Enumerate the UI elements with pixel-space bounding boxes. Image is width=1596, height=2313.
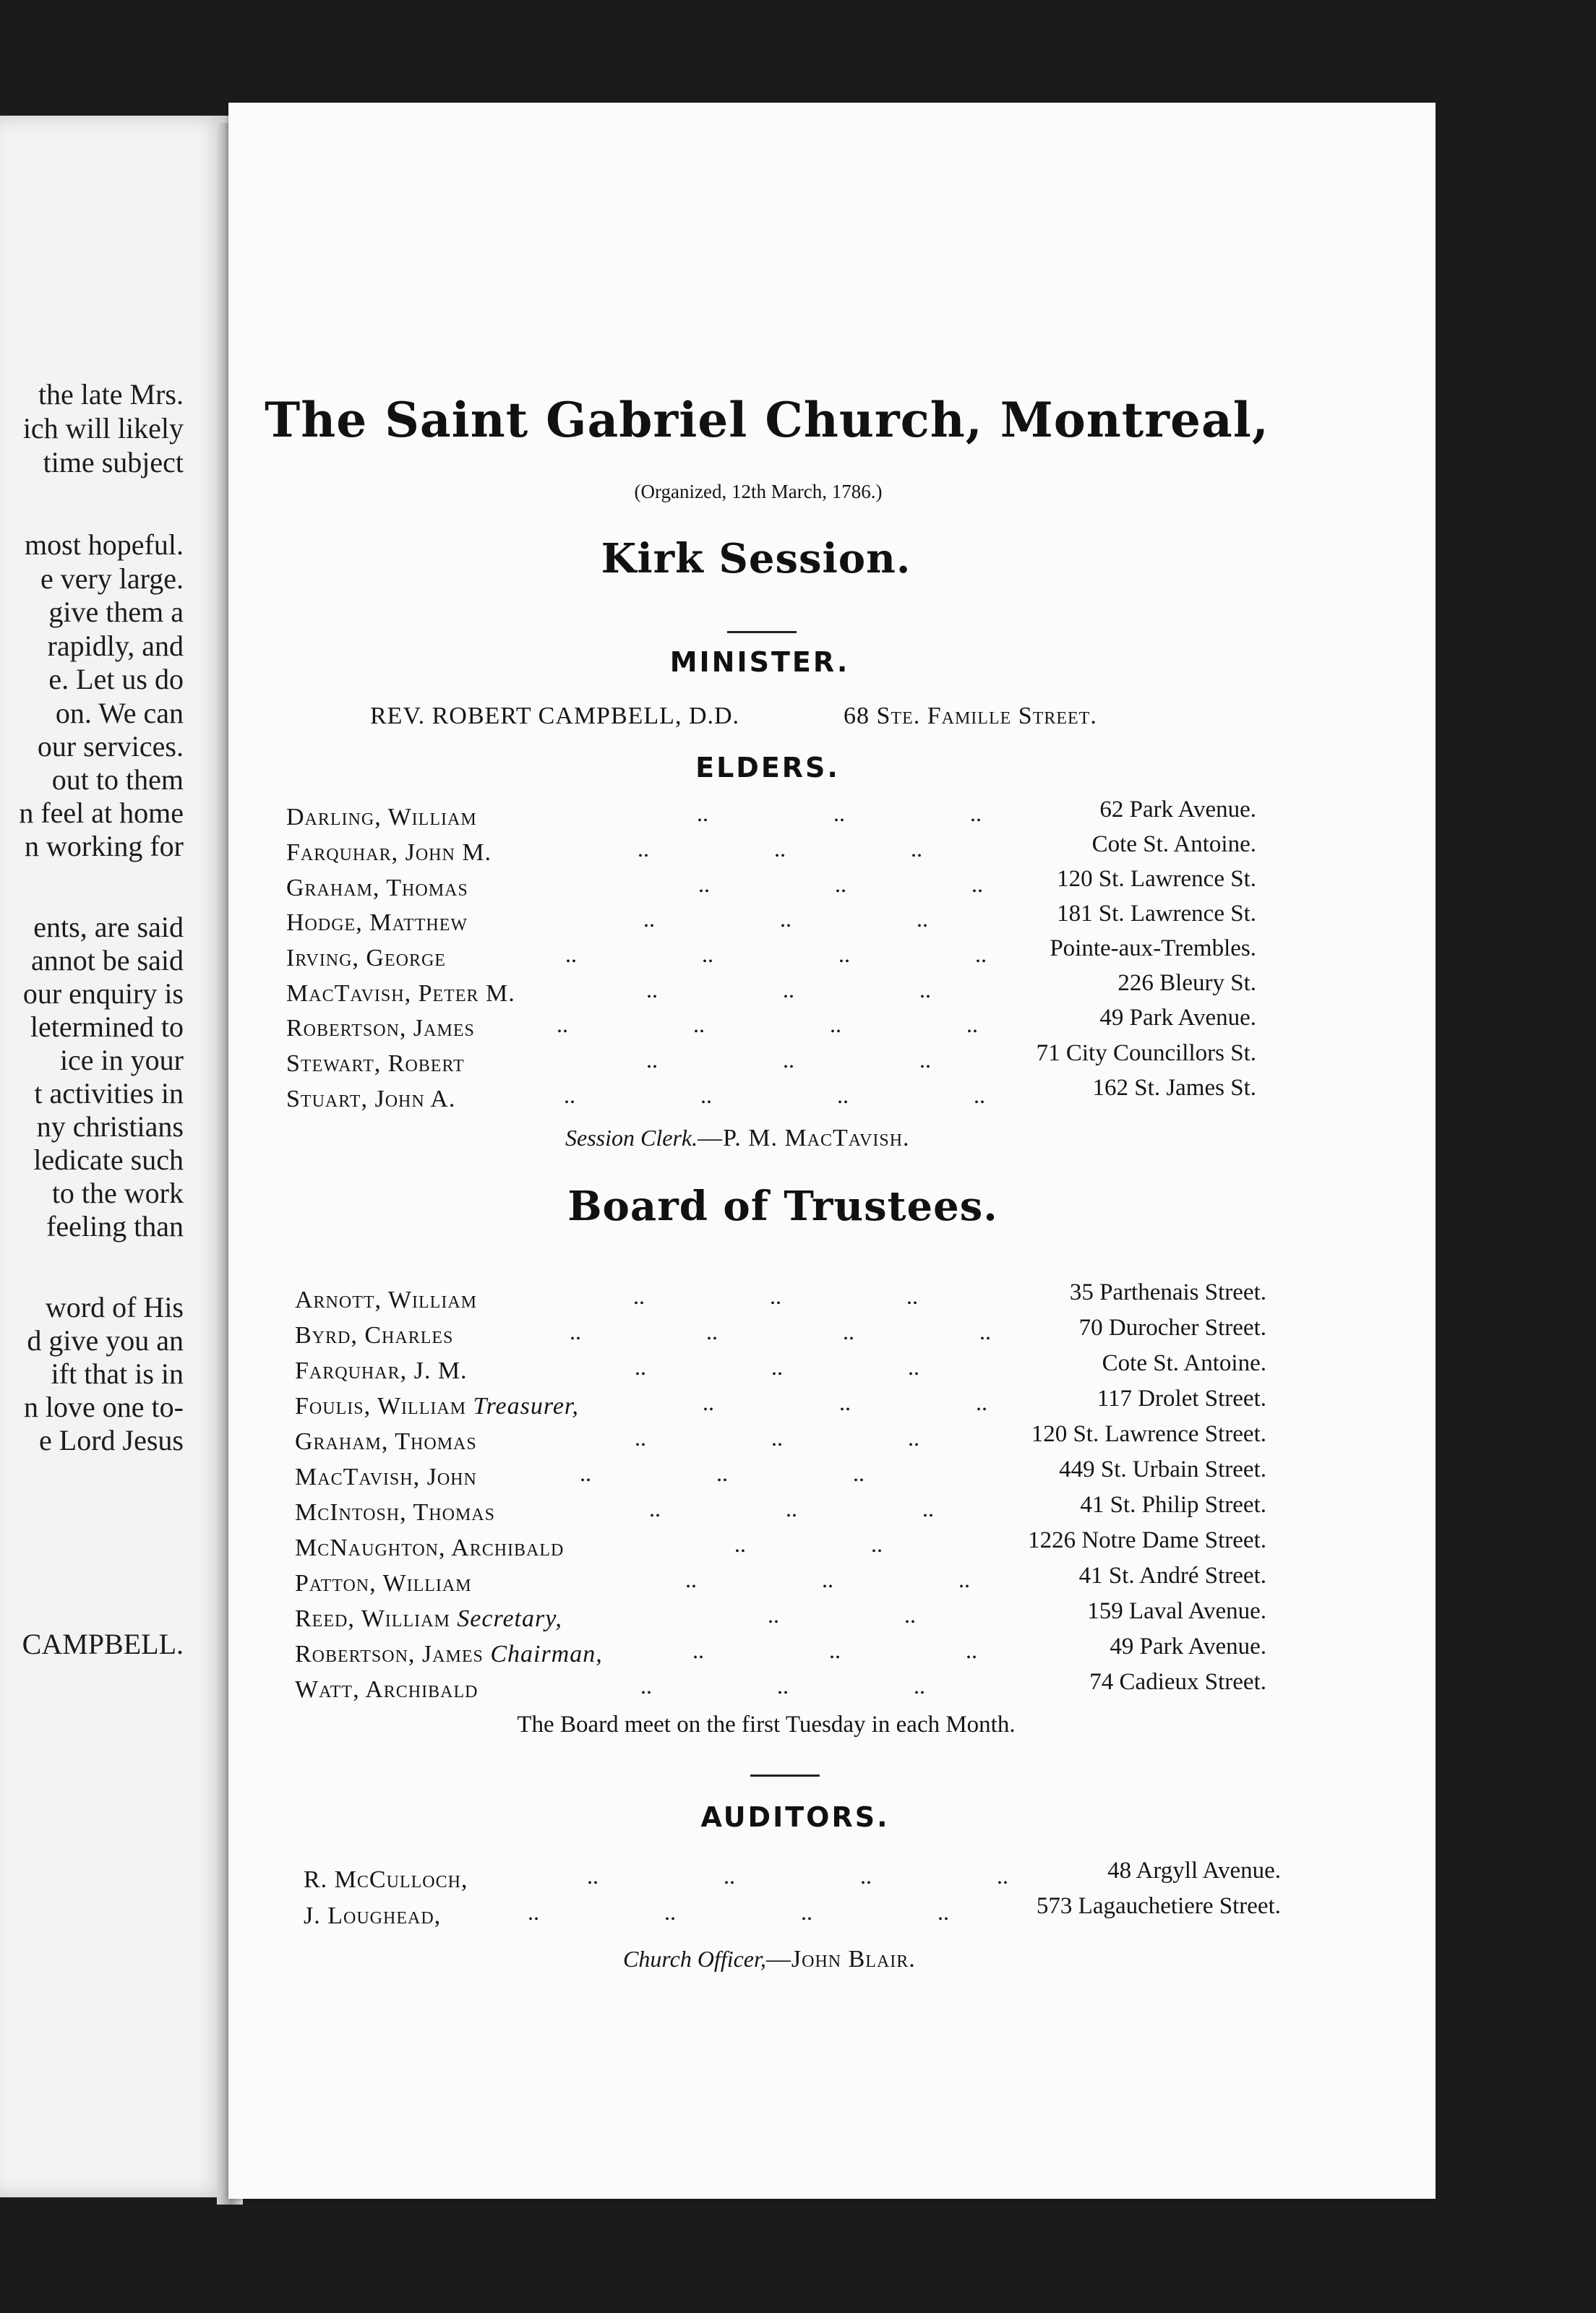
trustee-name: Graham, Thomas xyxy=(295,1428,477,1455)
left-page-line: ledicate such xyxy=(33,1143,184,1176)
elder-address: Cote St. Antoine. xyxy=(1091,831,1256,857)
trustee-name: Patton, William xyxy=(295,1570,472,1597)
trustee-name: MacTavish, John xyxy=(295,1464,477,1490)
left-page-line: n working for xyxy=(25,830,184,862)
elder-name: Stuart, John A. xyxy=(286,1086,456,1112)
minister-heading: MINISTER. xyxy=(669,646,850,678)
left-page-line: give them a xyxy=(48,596,184,628)
session-clerk xyxy=(565,1125,910,1152)
trustee-address: 449 St. Urbain Street. xyxy=(1059,1456,1266,1482)
trustee-address: 49 Park Avenue. xyxy=(1110,1634,1266,1660)
trustee-address: 41 St. André Street. xyxy=(1078,1563,1266,1589)
section-rule xyxy=(727,631,797,633)
church-officer-label: Church Officer, xyxy=(623,1946,766,1972)
trustee-name: Reed, William Secretary, xyxy=(295,1605,562,1632)
left-page-line: the late Mrs. xyxy=(38,378,184,411)
auditors-heading: AUDITORS. xyxy=(700,1801,890,1833)
elder-name: Darling, William xyxy=(286,804,477,831)
trustee-name: Watt, Archibald xyxy=(295,1676,479,1703)
left-page-line: annot be said xyxy=(30,944,184,977)
elder-name: Stewart, Robert xyxy=(286,1050,465,1077)
trustee-address: 117 Drolet Street. xyxy=(1097,1386,1266,1412)
elders-heading: ELDERS. xyxy=(695,752,840,784)
right-page: The Saint Gabriel Church, Montreal, (Organized, 12th March, 1786.) Kirk Session. MINISTER. REV. ROBERT CAMPBELL, D.D. 68 Ste. Famille Street. ELDERS. Darling, William .. .. .. 62 Park Avenue. Farquhar, John M. .. .. .. Cote St. Antoine. Graham, Thomas .. .. .. 120 St. Lawrence St. Hodge, Matthew .. .. .. 181 St. Lawrence St. Irving, George .. .. .. .. Pointe-aux-Trembles. MacTavish, Peter M. .. .. .. 226 Bleury St. Robertson, James .. .. .. .. 49 Park Avenue. Stewart, Robert .. .. .. 71 City Councillors St. Stuart, John A. .. .. .. .. 162 St. James St. Session Clerk.—P. M. MacTavish. Board of Trustees. Arnott, William .. .. .. 35 Parthenais Street. Byrd, Charles .. .. .. .. 70 Durocher Street. Farquhar, J. M. .. .. .. Cote St. Antoine. Foulis, William Treasurer, .. .. .. 117 Drolet Street. Graham, Thomas .. .. .. 120 St. Lawrence Street. MacTavish, John .. .. .. 449 St. Urbain Street. McIntosh, Thomas .. .. .. 41 St. Philip Street. McNaughton, Archibald .. .. 1226 Notre Dame Street. Patton, William .. .. .. 41 St. André Street. Reed, William Secretary, .. .. 159 Laval Avenue. Robertson, James Chairman, .. .. .. 49 Park Avenue. Watt, Archibald .. .. .. 74 Cadieux Street. The Board meet on the first Tuesday in each Month. AUDITORS. R. McCulloch, .. .. .. .. 48 Argyll Avenue. J. Loughead, .. .. .. .. 573 Lagauchetiere Street. Church Officer,—John Blair. xyxy=(228,103,1436,2199)
trustee-address: 159 Laval Avenue. xyxy=(1087,1598,1266,1624)
board-meeting-note: The Board meet on the first Tuesday in each Month. xyxy=(517,1712,1016,1738)
elder-address: 181 St. Lawrence St. xyxy=(1057,901,1256,927)
left-facing-page xyxy=(0,116,230,2197)
elder-name: Farquhar, John M. xyxy=(286,839,492,866)
left-page-line: feeling than xyxy=(46,1210,184,1243)
trustee-address: 120 St. Lawrence Street. xyxy=(1031,1421,1266,1447)
trustee-name: Farquhar, J. M. xyxy=(295,1357,468,1384)
trustee-address: 41 St. Philip Street. xyxy=(1080,1492,1266,1518)
left-page-line: e very large. xyxy=(40,562,184,595)
auditor-address: 573 Lagauchetiere Street. xyxy=(1036,1893,1281,1919)
left-page-line: t activities in xyxy=(34,1077,184,1110)
trustee-address: 1226 Notre Dame Street. xyxy=(1028,1527,1266,1553)
left-page-line: our enquiry is xyxy=(22,977,184,1010)
trustee-name: McNaughton, Archibald xyxy=(295,1535,565,1561)
church-officer-name: —John Blair. xyxy=(765,1946,916,1973)
elder-name: Irving, George xyxy=(286,945,446,971)
left-page-line: ny christians xyxy=(36,1110,184,1143)
left-page-line: ice in your xyxy=(59,1044,184,1076)
elder-address: 120 St. Lawrence St. xyxy=(1057,866,1256,892)
left-page-line: ents, are said xyxy=(33,911,184,943)
left-page-line: n love one to- xyxy=(23,1391,184,1423)
left-page-line: word of His xyxy=(45,1291,184,1323)
elder-name: MacTavish, Peter M. xyxy=(286,980,515,1007)
left-page-line: ift that is in xyxy=(51,1357,184,1390)
elder-name: Robertson, James xyxy=(286,1015,475,1042)
minister-address: 68 Ste. Famille Street. xyxy=(844,703,1097,729)
trustee-name: Arnott, William xyxy=(295,1287,477,1313)
left-page-line: on. We can xyxy=(55,697,184,729)
elder-address: 49 Park Avenue. xyxy=(1099,1005,1256,1031)
elder-address: 62 Park Avenue. xyxy=(1099,797,1256,823)
trustee-name: McIntosh, Thomas xyxy=(295,1499,495,1526)
trustee-address: 74 Cadieux Street. xyxy=(1089,1669,1266,1695)
left-page-line: rapidly, and xyxy=(47,630,184,662)
trustee-name: Robertson, James Chairman, xyxy=(295,1641,603,1668)
left-page-line: our services. xyxy=(37,730,184,763)
left-page-line: letermined to xyxy=(30,1010,184,1043)
session-clerk-name: —P. M. MacTavish. xyxy=(698,1125,910,1151)
left-page-line: out to them xyxy=(51,763,184,796)
elder-name: Graham, Thomas xyxy=(286,875,468,901)
left-page-line: to the work xyxy=(51,1177,184,1209)
trustee-address: 35 Parthenais Street. xyxy=(1069,1279,1266,1305)
organized-date: (Organized, 12th March, 1786.) xyxy=(634,481,883,502)
elder-address: 162 St. James St. xyxy=(1092,1075,1256,1101)
elder-address: 71 City Councillors St. xyxy=(1036,1040,1256,1066)
page-title: The Saint Gabriel Church, Montreal, xyxy=(265,392,1269,448)
left-page-line: d give you an xyxy=(27,1324,184,1357)
left-page-line: e Lord Jesus xyxy=(39,1424,184,1456)
auditor-name: R. McCulloch, xyxy=(304,1866,468,1893)
trustee-address: Cote St. Antoine. xyxy=(1102,1350,1266,1376)
left-page-line: e. Let us do xyxy=(48,663,184,695)
elder-address: 226 Bleury St. xyxy=(1117,970,1256,996)
board-of-trustees-heading: Board of Trustees. xyxy=(567,1183,998,1230)
session-clerk-label: Session Clerk. xyxy=(565,1125,698,1151)
left-page-line: most hopeful. xyxy=(25,528,184,561)
trustee-name: Byrd, Charles xyxy=(295,1322,454,1349)
auditor-name: J. Loughead, xyxy=(304,1902,442,1929)
section-rule xyxy=(750,1775,820,1777)
left-page-line: time subject xyxy=(43,446,184,479)
left-page-signature: CAMPBELL. xyxy=(22,1628,184,1660)
elder-name: Hodge, Matthew xyxy=(286,909,468,936)
left-page-line: n feel at home xyxy=(19,797,184,829)
trustee-address: 70 Durocher Street. xyxy=(1078,1315,1266,1341)
auditor-address: 48 Argyll Avenue. xyxy=(1107,1858,1281,1884)
trustee-name: Foulis, William Treasurer, xyxy=(295,1393,579,1420)
kirk-session-heading: Kirk Session. xyxy=(601,535,911,583)
minister-name: REV. ROBERT CAMPBELL, D.D. xyxy=(370,703,740,729)
elder-address: Pointe-aux-Trembles. xyxy=(1050,935,1256,961)
church-officer xyxy=(623,1946,916,1973)
left-page-line: ich will likely xyxy=(22,412,184,445)
